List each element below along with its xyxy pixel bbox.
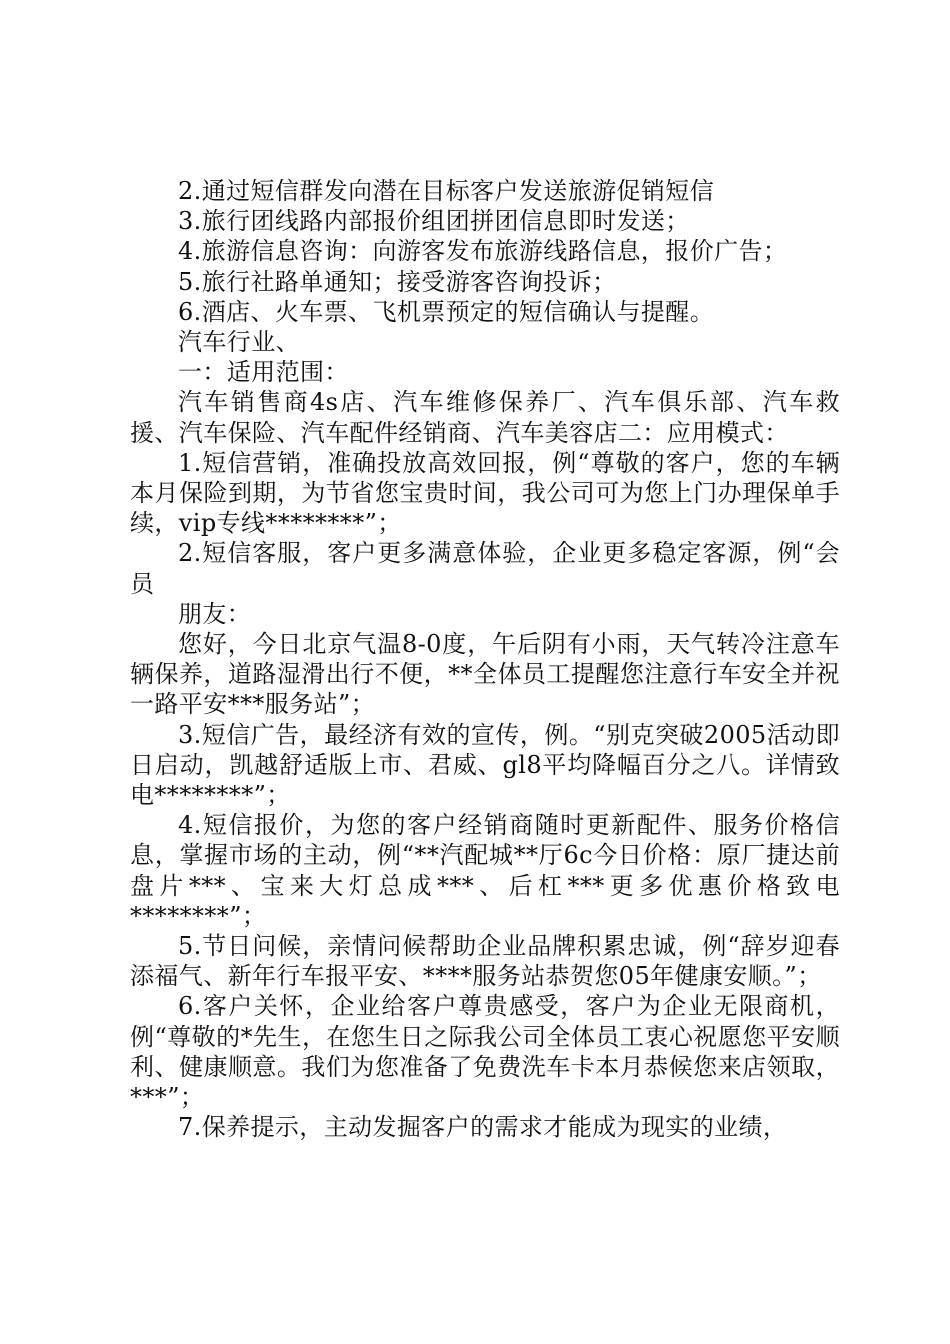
paragraph-tour-group-quote: 3.旅行团线路内部报价组团拼团信息即时发送； [178, 207, 690, 236]
paragraph-holiday-greeting: 5.节日问候，亲情问候帮助企业品牌积累忠诚，例“辞岁迎春添福气、新年行车报平安、****服务站恭贺您05年健康安顺。”； [130, 932, 840, 991]
paragraph-weather-reminder: 您好，今日北京气温8-0度，午后阴有小雨，天气转冷注意车辆保养，道路湿滑出行不便，**全体员工提醒您注意行车安全并祝一路平安***服务站”； [130, 630, 840, 719]
paragraph-maintenance-tip: 7.保养提示，主动发掘客户的需求才能成为现实的业绩， [178, 1113, 788, 1142]
paragraph-sms-quote: 4.短信报价，为您的客户经销商随时更新配件、服务价格信息，掌握市场的主动，例“**汽配城**厅6c今日价格：原厂捷达前盘片***、宝来大灯总成***、后杠***更多优惠价格致电********”； [130, 811, 840, 930]
paragraph-sms-service: 2.短信客服，客户更多满意体验，企业更多稳定客源，例“会员 [130, 539, 840, 598]
paragraph-customer-care: 6.客户关怀，企业给客户尊贵感受，客户为企业无限商机，例“尊敬的*先生，在您生日之际我公司全体员工衷心祝愿您平安顺利、健康顺意。我们为您准备了免费洗车卡本月恭候您来店领取，***”； [130, 992, 840, 1112]
section-heading-auto-industry: 汽车行业、 [178, 328, 300, 357]
paragraph-travel-agency-notice: 5.旅行社路单通知；接受游客咨询投诉； [178, 267, 617, 296]
paragraph-sms-advertising: 3.短信广告，最经济有效的宣传，例。“别克突破2005活动即日启动，凯越舒适版上市、君威、gl8平均降幅百分之八。详情致电********”； [130, 720, 840, 810]
paragraph-tour-sms-promo: 2.通过短信群发向潜在目标客户发送旅游促销短信 [178, 177, 715, 205]
document-body [130, 176, 840, 1143]
paragraph-booking-confirmation: 6.酒店、火车票、飞机票预定的短信确认与提醒。 [178, 297, 715, 326]
section-heading-scope: 一：适用范围： [178, 358, 349, 387]
paragraph-scope-list: 汽车销售商4s店、汽车维修保养厂、汽车俱乐部、汽车救援、汽车保险、汽车配件经销商、汽车美容店二：应用模式： [130, 388, 840, 447]
paragraph-friend: 朋友： [178, 599, 252, 628]
paragraph-tour-info-consult: 4.旅游信息咨询：向游客发布旅游线路信息，报价广告； [178, 237, 788, 266]
paragraph-sms-marketing: 1.短信营销，准确投放高效回报，例“尊敬的客户，您的车辆本月保险到期，为节省您宝贵时间，我公司可为您上门办理保单手续，vip专线********”； [130, 448, 840, 538]
